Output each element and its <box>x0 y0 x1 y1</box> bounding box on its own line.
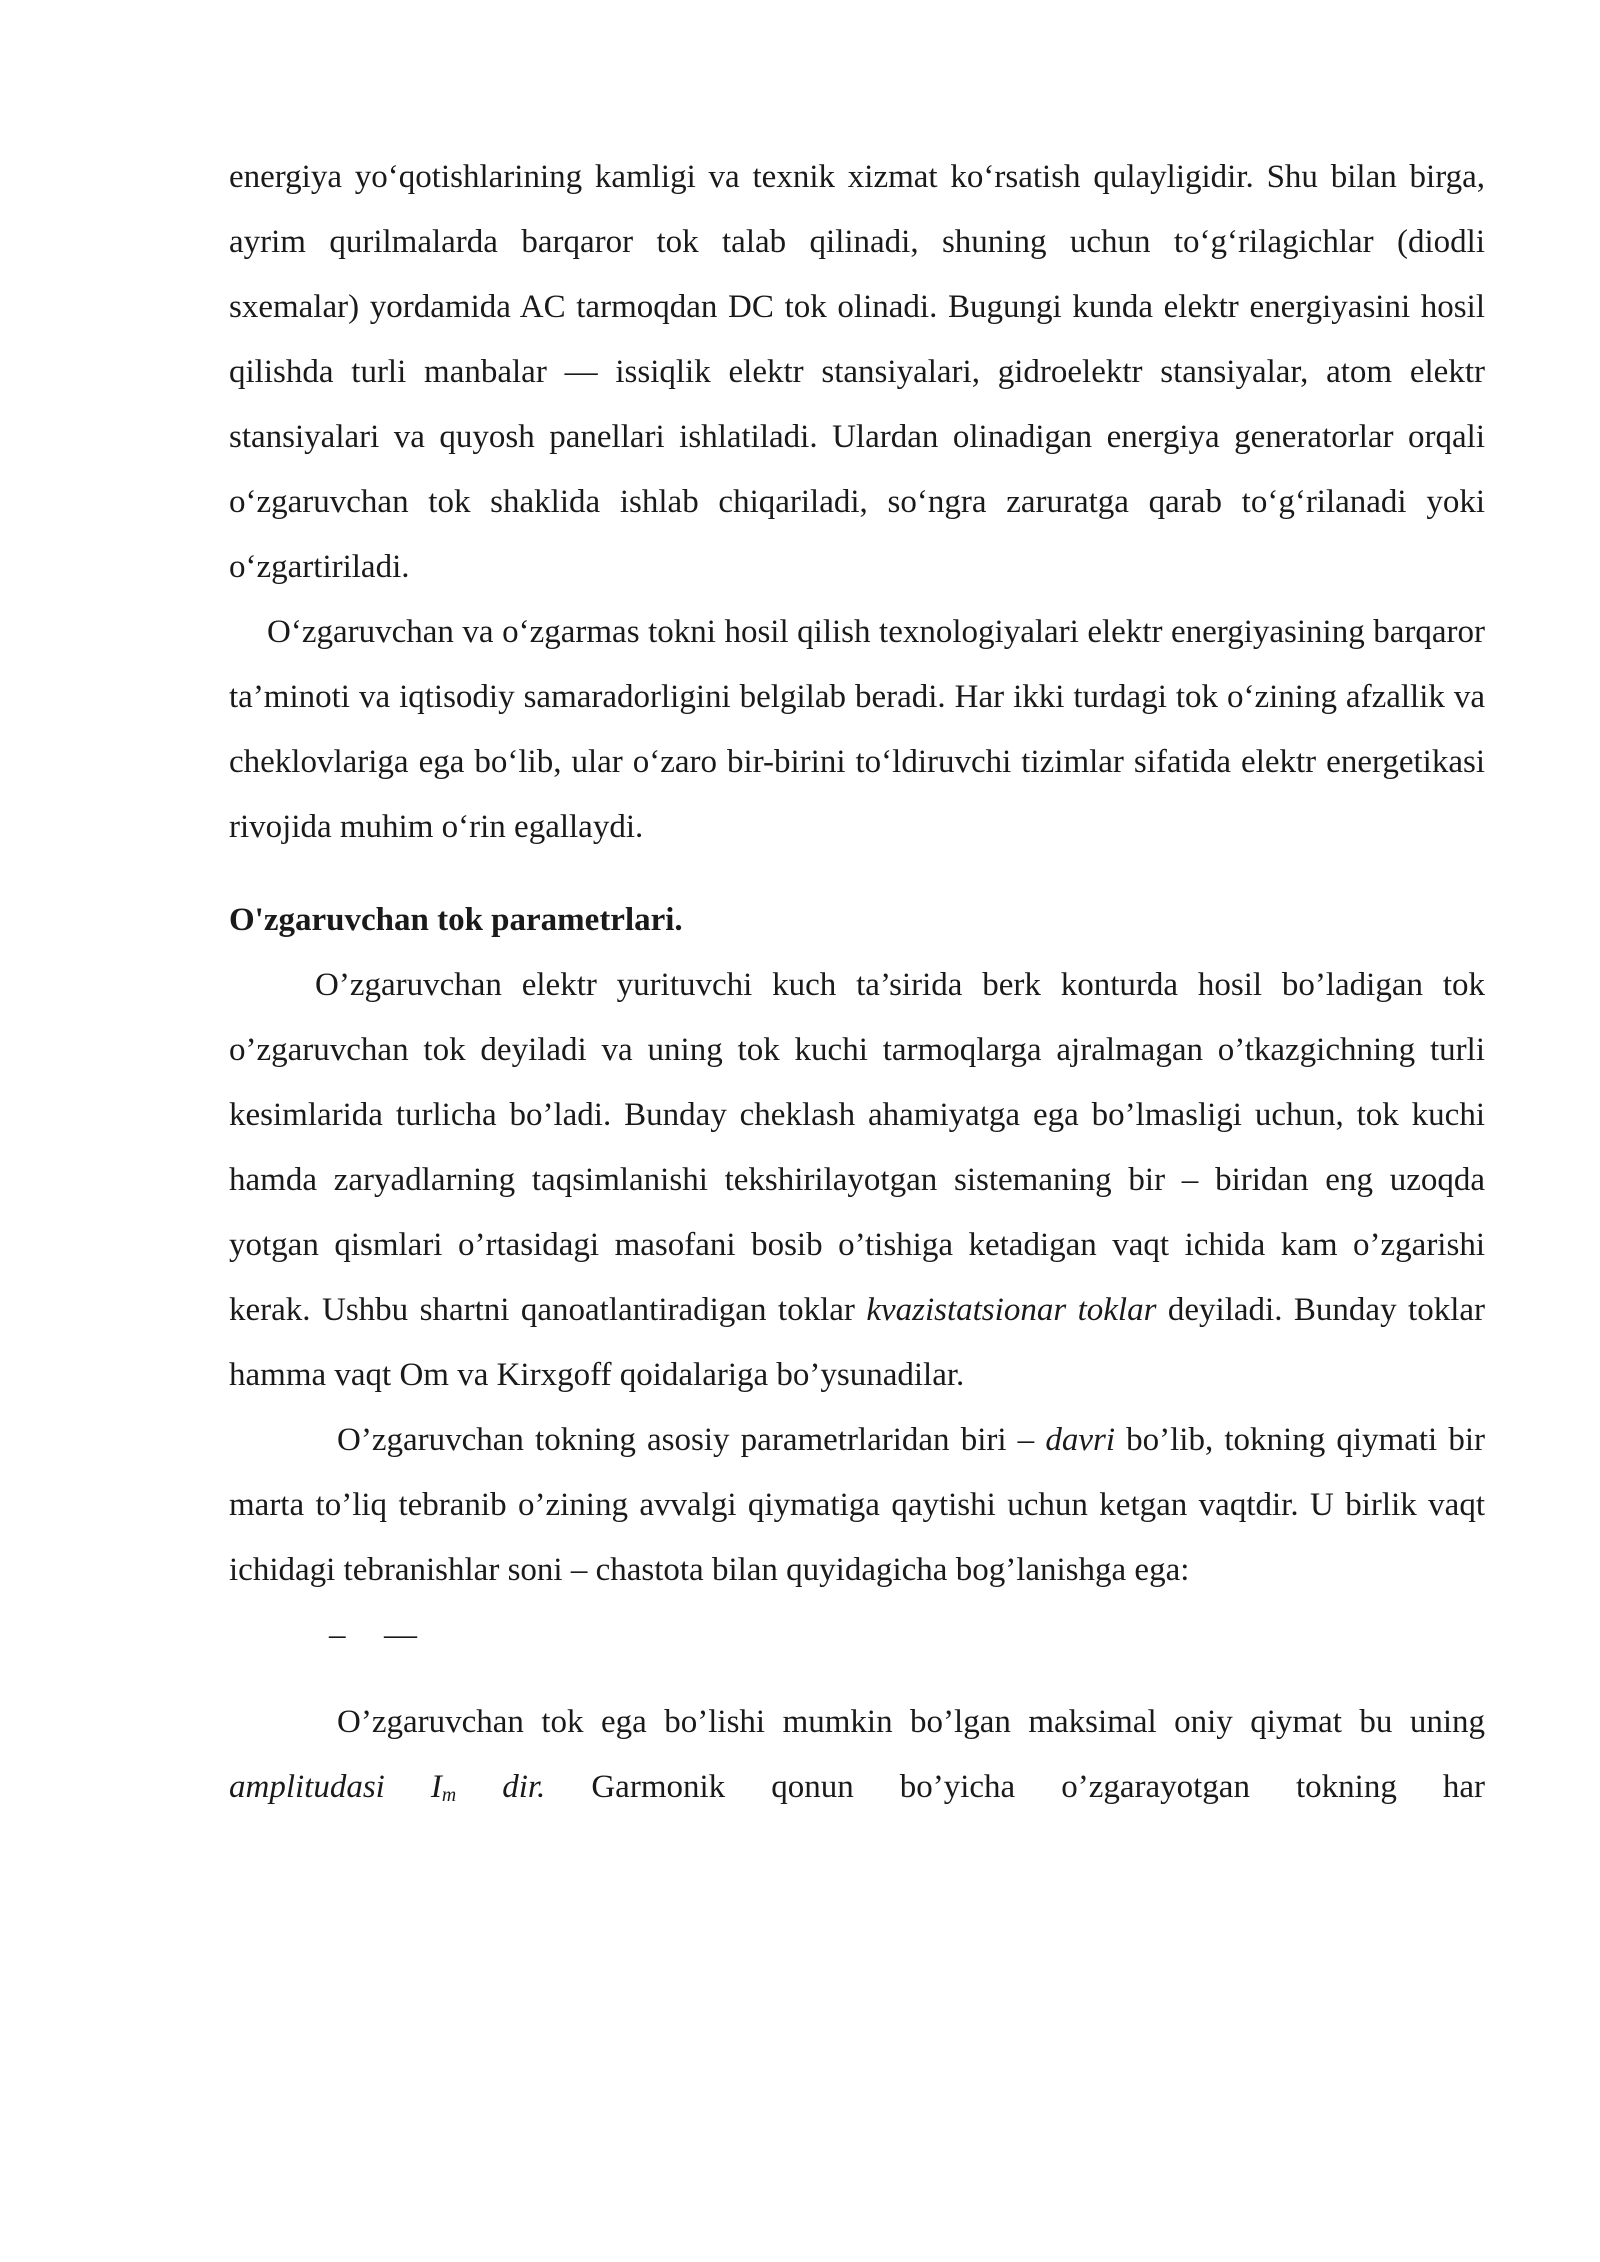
term-amplitudasi-text: amplitudasi I <box>229 1769 442 1805</box>
paragraph-period-text-a: O’zgaruvchan tokning asosiy parametrlaridan biri – <box>337 1422 1046 1458</box>
paragraph-period <box>229 1408 1485 1603</box>
paragraph-intro: energiya yo‘qotishlarining kamligi va texnik xizmat ko‘rsatish qulayligidir. Shu bilan birga, ayrim qurilmalarda barqaror tok talab qilinadi, shuning uchun to‘g‘rilagichlar (diodli sxemalar) yordamida AC tarmoqdan DC tok olinadi. Bugungi kunda elektr energiyasini hosil qilishda turli manbalar — issiqlik elektr stansiyalari, gidroelektr stansiyalar, atom elektr stansiyalari va quyosh panellari ishlatiladi. Ulardan olinadigan energiya generatorlar orqali o‘zgaruvchan tok shaklida ishlab chiqariladi, so‘ngra zaruratga qarab to‘g‘rilanadi yoki o‘zgartiriladi. <box>229 159 1485 585</box>
term-dir-text: dir. <box>456 1769 546 1805</box>
paragraph-amplitude <box>229 1690 1485 1820</box>
formula-dash-short: – <box>329 1617 346 1653</box>
paragraph-amplitude-text-a: O’zgaruvchan tok ega bo’lishi mumkin bo’lgan maksimal oniy qiymat bu uning <box>337 1704 1485 1740</box>
document-body <box>229 145 1485 1820</box>
paragraph-period-text-b: bo’lib, tokning qiymati bir marta to’liq tebranib o’zining avvalgi qiymatiga qaytishi uchun ketgan vaqtdir. U birlik vaqt ichidagi tebranishlar soni – chastota bilan quyidagicha bog’lanishga ega: <box>229 1422 1485 1588</box>
term-amplitudasi <box>229 1769 545 1805</box>
paragraph-definition-text-b: deyiladi. Bunday toklar hamma vaqt Om va Kirxgoff qoidalariga bo’ysunadilar. <box>229 1292 1485 1393</box>
term-kvazistatsionar: kvazistatsionar toklar <box>866 1292 1157 1328</box>
paragraph-definition <box>229 953 1485 1408</box>
formula-dash-long: — <box>384 1617 417 1653</box>
subscript-m: m <box>441 1784 457 1806</box>
formula-placeholder <box>229 1603 1485 1668</box>
section-heading: O'zgaruvchan tok parametrlari. <box>229 902 683 938</box>
paragraph-definition-text-a: O’zgaruvchan elektr yurituvchi kuch ta’sirida berk konturda hosil bo’ladigan tok o’zgaruvchan tok deyiladi va uning tok kuchi tarmoqlarga ajralmagan o’tkazgichning turli kesimlarida turlicha bo’ladi. Bunday cheklash ahamiyatga ega bo’lmasligi uchun, tok kuchi hamda zaryadlarning taqsimlanishi tekshirilayotgan sistemaning bir – biridan eng uzoqda yotgan qismlari o’rtasidagi masofani bosib o’tishiga ketadigan vaqt ichida kam o’zgarishi kerak. Ushbu shartni qanoatlantiradigan toklar <box>229 967 1485 1328</box>
paragraph-amplitude-text-b: Garmonik qonun bo’yicha o’zgarayotgan tokning har <box>545 1769 1485 1805</box>
term-davri: davri <box>1045 1422 1115 1458</box>
paragraph-summary: O‘zgaruvchan va o‘zgarmas tokni hosil qilish texnologiyalari elektr energiyasining barqaror ta’minoti va iqtisodiy samaradorligini belgilab beradi. Har ikki turdagi tok o‘zining afzallik va cheklovlariga ega bo‘lib, ular o‘zaro bir-birini to‘ldiruvchi tizimlar sifatida elektr energetikasi rivojida muhim o‘rin egallaydi. <box>229 614 1485 845</box>
